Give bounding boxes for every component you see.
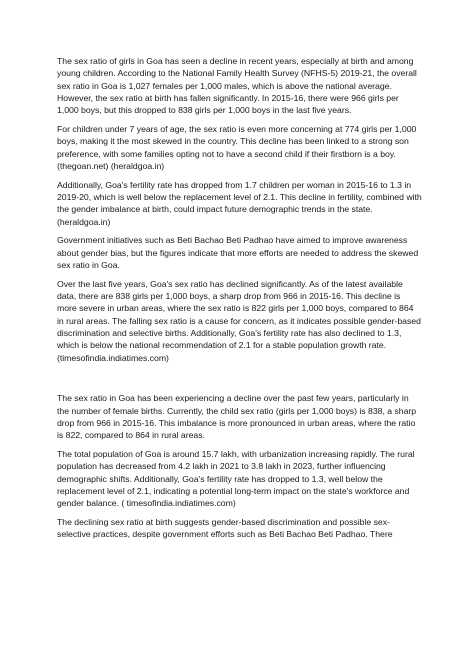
document-body [57, 55, 422, 547]
paragraph-female-births-decline: The sex ratio in Goa has been experiencing a decline over the past few years, particularly in the number of female births. Currently, the child sex ratio (girls per 1,000 boys) is 838, a sharp drop from 966 in 2015-16. This imbalance is more pronounced in urban areas, where the ratio is 822, compared to 864 in rural areas. [57, 393, 417, 441]
paragraph-child-sex-ratio: For children under 7 years of age, the sex ratio is even more concerning at 774 girls per 1,000 boys, making it the most skewed in the country. This decline has been linked to a strong son preference, with some families opting not to have a second child if their firstborn is a boy. (thegoan.net) (heraldgoa.in) [57, 123, 417, 171]
paragraph-sex-selective-practices: The declining sex ratio at birth suggests gender-based discrimination and possible sex-selective practices, despite government efforts such as Beti Bachao Beti Padhao. There [57, 517, 393, 540]
section-divider-space [57, 370, 422, 392]
paragraph-population-urbanization: The total population of Goa is around 15.7 lakh, with urbanization increasing rapidly. The rural population has decreased from 4.2 lakh in 2021 to 3.8 lakh in 2023, further influencing demographic shifts. Additionally, Goa's fertility rate has dropped to 1.3, well below the replacement level of 2.1, indicating a potential long-term impact on the state's workforce and gender balance. ( timesofindia.indiatimes.com) [57, 449, 415, 509]
paragraph-five-year-decline: Over the last five years, Goa's sex ratio has declined significantly. As of the latest available data, there are 838 girls per 1,000 boys, a sharp drop from 966 in 2015-16. This decline is more severe in urban areas, where the sex ratio is 822 girls per 1,000 boys, compared to 864 in rural areas. The falling sex ratio is a cause for concern, as it indicates possible gender-based discrimination and selective births. Additionally, Goa's fertility rate has also declined to 1.3, which is below the national recommendation of 2.1 for a stable population growth rate. (timesofindia.indiatimes.com) [57, 278, 421, 363]
paragraph-government-initiatives: Government initiatives such as Beti Bachao Beti Padhao have aimed to improve awareness about gender bias, but the figures indicate that more efforts are needed to address the skewed sex ratio in Goa. [57, 235, 419, 270]
paragraph-sex-ratio-overview: The sex ratio of girls in Goa has seen a decline in recent years, especially at birth and among young children. According to the National Family Health Survey (NFHS-5) 2019-21, the overall sex ratio in Goa is 1,027 females per 1,000 males, which is above the national average. However, the sex ratio at birth has fallen significantly. In 2015-16, there were 966 girls per 1,000 boys, but this dropped to 838 girls per 1,000 boys in the last five years. [57, 56, 417, 116]
paragraph-fertility-rate: Additionally, Goa's fertility rate has dropped from 1.7 children per woman in 2015-16 to 1.3 in 2019-20, which is well below the replacement level of 2.1. This decline in fertility, combined with the gender imbalance at birth, could impact future demographic trends in the state. (heraldgoa.in) [57, 179, 422, 227]
